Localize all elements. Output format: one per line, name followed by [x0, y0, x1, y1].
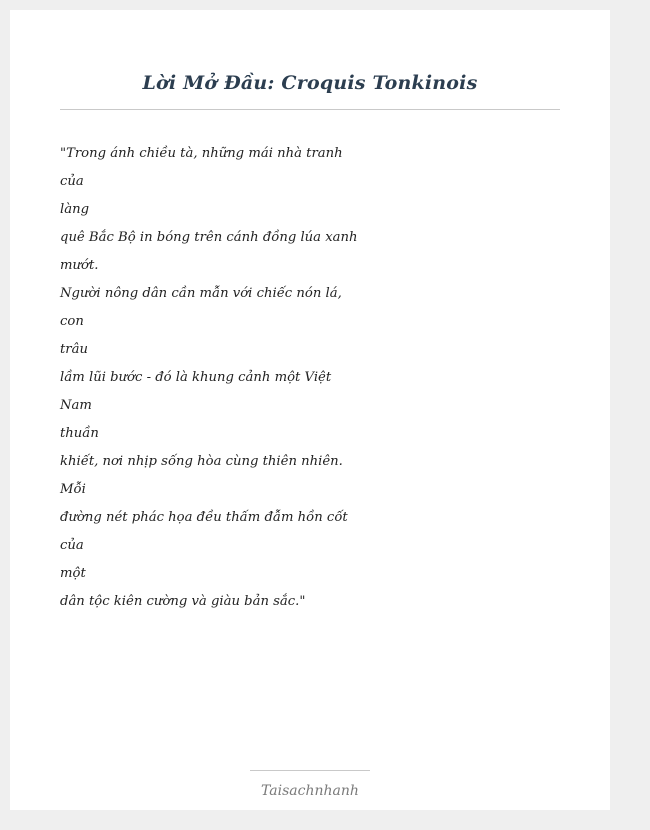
verse-line: một [60, 566, 86, 581]
page-title: Lời Mở Đầu: Croquis Tonkinois [142, 72, 478, 94]
verse-line: lầm lũi bước - đó là khung cảnh một Việt Nam [60, 370, 332, 413]
verse-line: dân tộc kiên cường và giàu bản sắc." [60, 594, 306, 609]
footer-signature: Taisachnhanh [261, 783, 359, 799]
verse-line: khiết, nơi nhịp sống hòa cùng thiên nhiên. [60, 454, 343, 469]
verse-line: trâu [60, 342, 88, 357]
verse-line: làng [60, 202, 90, 217]
title-divider [60, 109, 560, 110]
verse-line: "Trong ánh chiều tà, những mái nhà tranh của [60, 146, 343, 189]
verse-block [60, 140, 360, 616]
verse-line: Mỗi [60, 482, 86, 497]
verse-line: mướt. [60, 258, 99, 273]
document-page [10, 10, 610, 810]
verse-line: quê Bắc Bộ in bóng trên cánh đồng lúa xanh [60, 230, 358, 245]
footer-divider [250, 770, 370, 771]
verse-line: đường nét phác họa đều thấm đẫm hồn cốt của [60, 510, 348, 553]
verse-line: Người nông dân cần mẫn với chiếc nón lá, con [60, 286, 342, 329]
verse-line: thuần [60, 426, 99, 441]
